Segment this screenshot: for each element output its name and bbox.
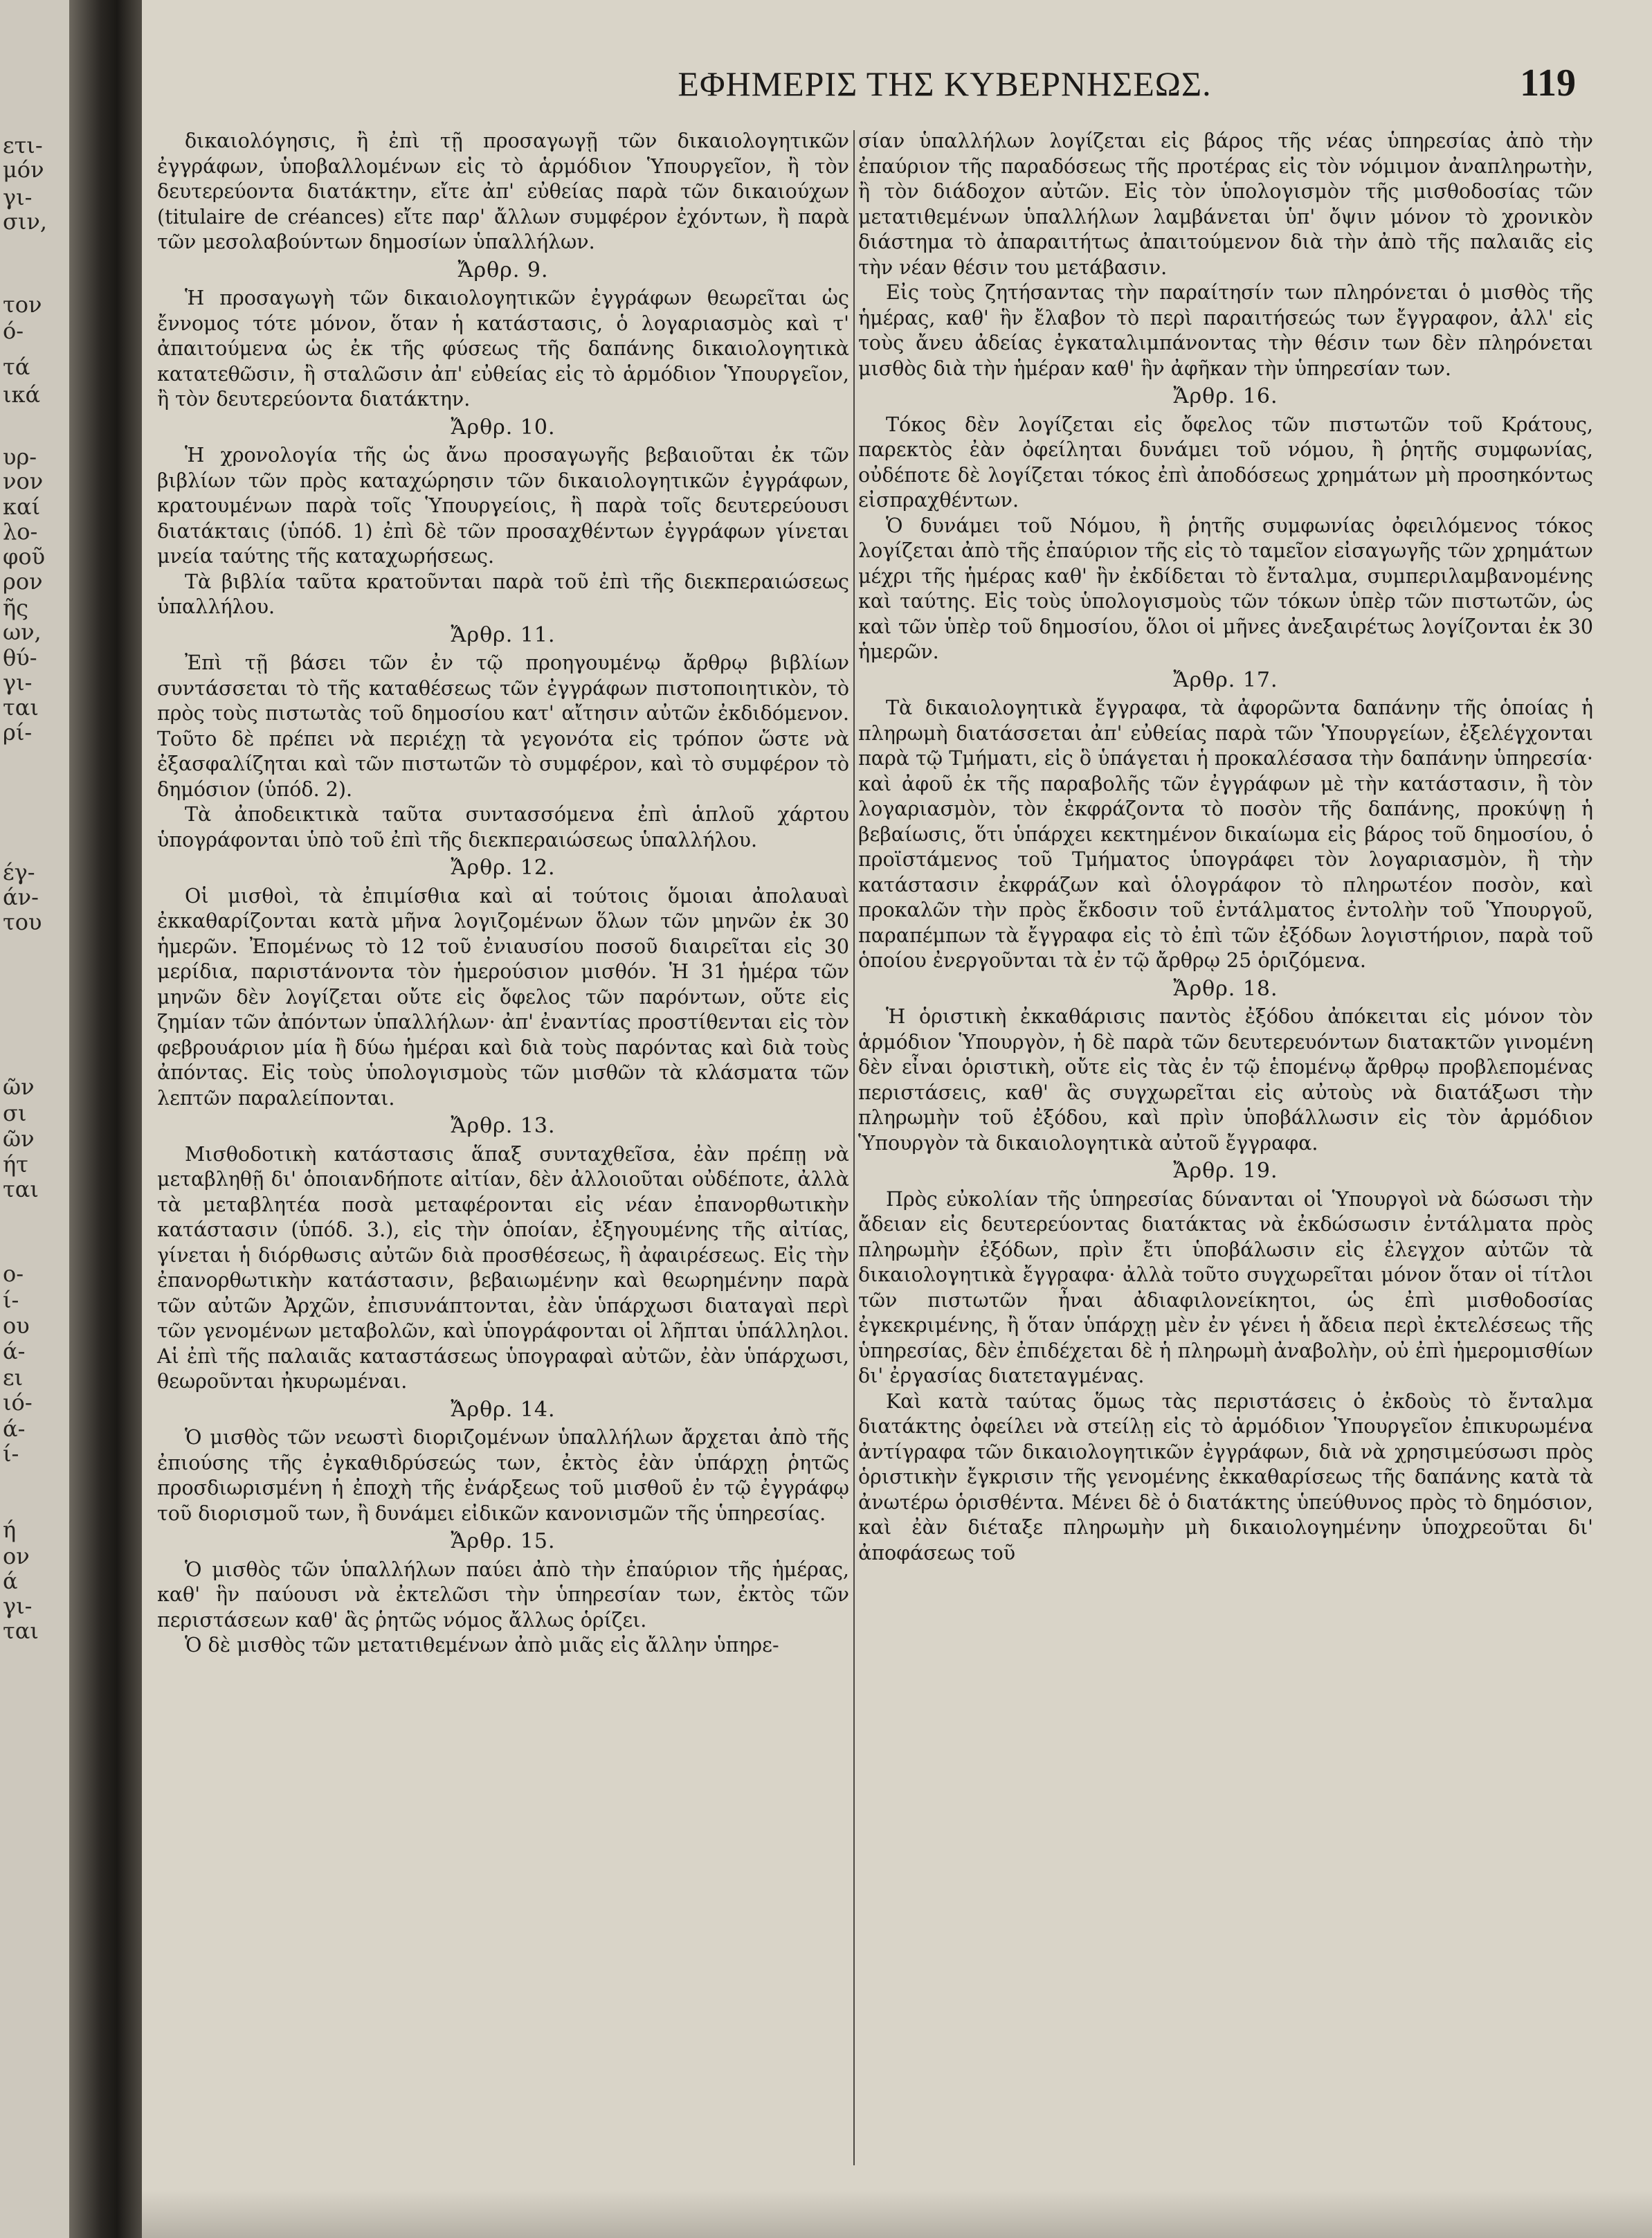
previous-page-fragment: ο- [3, 1261, 24, 1287]
previous-page-fragment: ται [3, 1618, 39, 1644]
previous-page-fragment: έγ- [3, 859, 35, 885]
previous-page-fragment: ον [3, 1543, 30, 1569]
previous-page-fragment: γι- [3, 1593, 33, 1619]
previous-page-fragment: σι [3, 1100, 27, 1126]
paragraph: Τὰ ἀποδεικτικὰ ταῦτα συντασσόμενα ἐπὶ ἁπλοῦ χάρτου ὑπογράφονται ὑπὸ τοῦ ἐπὶ τῆς διεκπεραιώσεως ὑπαλλήλου. [157, 803, 849, 851]
article-heading: Ἄρθρ. 11. [451, 622, 556, 647]
previous-page-fragment: ί- [3, 1441, 19, 1467]
previous-page-fragment: λο- [3, 518, 38, 545]
paragraph: Οἱ μισθοὶ, τὰ ἐπιμίσθια καὶ αἱ τούτοις ὅμοιαι ἀπολαυαὶ ἐκκαθαρίζονται κατὰ μῆνα λογιζομένων ὅλων τῶν μηνῶν ἐκ 30 ἡμερῶν. Ἐπομένως τὸ 12 τοῦ ἐνιαυσίου ποσοῦ διαιρεῖται εἰς 30 μερίδια, παριστάνοντα τὸν ἡμερούσιον μισθόν. Ἡ 31 ἡμέρα τῶν μηνῶν δὲν λογίζεται οὔτε εἰς ὄφελος τῶν παρόντων, οὔτε εἰς ζημίαν τῶν ἀπόντων ὑπαλλήλων· ἀπ' ἐναντίας προστίθενται εἰς τὸν φεβρουάριον μία ἢ δύω ἡμέραι καὶ διὰ τοὺς παρόντας καὶ διὰ τοὺς ἀπόντας. Εἰς τοὺς ὑπολογισμοὺς τῶν μισθῶν τὰ κλάσματα τῶν λεπτῶν παραλείπονται. [157, 884, 849, 1110]
paragraph: σίαν ὑπαλλήλων λογίζεται εἰς βάρος τῆς νέας ὑπηρεσίας ἀπὸ τὴν ἐπαύριον τῆς παραδόσεως τῆς προτέρας εἰς τὸν νόμιμον ἀναπληρωτὴν, ἢ τὸν διάδοχον αὐτῶν. Εἰς τὸν ὑπολογισμὸν τῆς μισθοδοσίας τῶν μετατιθεμένων ὑπαλλήλων λαμβάνεται ὑπ' ὄψιν μόνον τὸ χρονικὸν διάστημα τὸ ἀπαραιτήτως ἀπαιτούμενον διὰ τὴν ἀπὸ τῆς παλαιᾶς εἰς τὴν νέαν θέσιν του μετάβασιν. [858, 129, 1593, 279]
article-heading: Ἄρθρ. 15. [451, 1529, 556, 1553]
left-column [157, 129, 849, 1659]
page-number: 119 [1520, 62, 1576, 105]
article-heading: Ἄρθρ. 16. [1173, 384, 1278, 408]
paragraph: Πρὸς εὐκολίαν τῆς ὑπηρεσίας δύνανται οἱ Ὑπουργοὶ νὰ δώσωσι τὴν ἄδειαν εἰς δευτερεύοντας διατάκτας νὰ ἐκδώσωσιν ἐντάλματα πρὸς πληρωμὴν ἐξόδων, πρὶν ἔτι ὑποβάλωσιν εἰς ἐλεγχον αὐτῶν τὰ δικαιολογητικὰ ἔγγραφα· ἀλλὰ τοῦτο συγχωρεῖται μόνον ὅταν οἱ τίτλοι τῶν πιστωτῶν ἦναι ἀδιαφιλονείκητοι, ὡς ἐπὶ μισθοδοσίας ἐγκεκριμένης, ἢ ὅταν ὑπάρχῃ μὲν ἐν γένει ἡ ἄδεια περὶ ἐκτελέσεως τῆς ὑπηρεσίας, δὲν ἐπιδέχεται δὲ ἡ πληρωμὴ ἀναβολὴν, οὐ ἐπὶ ἡμερομισθίων δι' ἐργασίας διατεταγμένας. [858, 1187, 1593, 1387]
paragraph: Καὶ κατὰ ταύτας ὅμως τὰς περιστάσεις ὁ ἐκδοὺς τὸ ἔνταλμα διατάκτης ὀφείλει νὰ στείλῃ εἰς τὸ ἁρμόδιον Ὑπουργεῖον ἐπικυρωμένα ἀντίγραφα τῶν δικαιολογητικῶν ἐγγράφων, διὰ νὰ χρησιμεύσωσι πρὸς ὁριστικὴν ἔγκρισιν τῆς γενομένης ἐκκαθαρίσεως τῆς δαπάνης κατὰ τὰ ἀνωτέρω ὁρισθέντα. Μένει δὲ ὁ διατάκτης ὑπεύθυνος πρὸς τὸ δημόσιον, καὶ ἐὰν διέταξε πληρωμὴν μὴ δικαιολογημένην ὑποχρεοῦται δι' ἀποφάσεως τοῦ [858, 1389, 1593, 1564]
previous-page-fragment: ά- [3, 1338, 26, 1364]
previous-page-edge [0, 0, 69, 2238]
paragraph: Τόκος δὲν λογίζεται εἰς ὄφελος τῶν πιστωτῶν τοῦ Κράτους, παρεκτὸς ἐὰν ὀφείληται δυνάμει τοῦ νόμου, ἢ ῥητῆς συμφωνίας, οὐδέποτε δὲ λογίζεται τόκος ἐπὶ ἀποδόσεως χρημάτων μὴ προσηκόντως εἰσπραχθέντων. [858, 413, 1593, 512]
right-column [858, 129, 1593, 1566]
previous-page-fragment: ετι- [3, 132, 43, 159]
previous-page-fragment: τον [3, 291, 42, 318]
paragraph: Ὁ δὲ μισθὸς τῶν μετατιθεμένων ἀπὸ μιᾶς εἰς ἄλλην ὑπηρε- [185, 1634, 779, 1657]
article-heading: Ἄρθρ. 19. [1173, 1159, 1278, 1183]
paragraph: Ἡ χρονολογία τῆς ὡς ἄνω προσαγωγῆς βεβαιοῦται ἐκ τῶν βιβλίων τῶν πρὸς καταχώρησιν τῶν δικαιολογητικῶν ἐγγράφων, κρατουμένων παρὰ τοῖς Ὑπουργείοις, ἢ παρὰ τοῖς δευτερεύουσι διατάκταις (ὑπόδ. 1) ἐπὶ δὲ τῶν προσαχθέντων ἐγγράφων γίνεται μνεία ταύτης τῆς καταχωρήσεως. [157, 444, 849, 568]
paragraph: Εἰς τοὺς ζητήσαντας τὴν παραίτησίν των πληρόνεται ὁ μισθὸς τῆς ἡμέρας, καθ' ἣν ἔλαβον τὸ περὶ παραιτήσεώς των ἔγγραφον, ἀλλ' εἰς τοὺς ἄνευ ἀδείας ἐγκαταλιμπάνοντας τὴν θέσιν των δὲν πληρόνεται μισθὸς διὰ τὴν ἡμέραν καθ' ἣν ἀφῆκαν τὴν ὑπηρεσίαν των. [858, 281, 1593, 380]
previous-page-fragment: καί [3, 494, 41, 520]
paragraph: Τὰ βιβλία ταῦτα κρατοῦνται παρὰ τοῦ ἐπὶ τῆς διεκπεραιώσεως ὑπαλλήλου. [157, 570, 849, 618]
previous-page-fragment: ά- [3, 1416, 26, 1442]
previous-page-fragment: υρ- [3, 444, 37, 470]
previous-page-fragment: άν- [3, 884, 39, 910]
book-gutter [69, 0, 149, 2238]
article-heading: Ἄρθρ. 17. [1173, 667, 1278, 692]
paragraph: Ὁ μισθὸς τῶν ὑπαλλήλων παύει ἀπὸ τὴν ἐπαύριον τῆς ἡμέρας, καθ' ἣν παύουσι νὰ ἐκτελῶσι τὴν ὑπηρεσίαν των, ἐκτὸς τῶν περιστάσεων καθ' ἃς ῥητῶς νόμος ἄλλως ὁρίζει. [157, 1558, 849, 1632]
previous-page-fragment: ά [3, 1568, 18, 1594]
previous-page-fragment: ται [3, 694, 39, 721]
paragraph: Ὁ δυνάμει τοῦ Νόμου, ἢ ῥητῆς συμφωνίας ὀφειλόμενος τόκος λογίζεται ἀπὸ τῆς ἐπαύριον τῆς εἰς τὸ ταμεῖον εἰσαγωγῆς τῶν χρημάτων μέχρι τῆς ἡμέρας καθ' ἣν ἐκδίδεται τὸ ἔνταλμα, συμπεριλαμβανομένης καὶ ταύτης. Εἰς τοὺς ὑπολογισμοὺς τῶν τόκων ὑπὲρ τῶν πιστωτῶν, ὡς καὶ τῶν ὑπὲρ τοῦ δημοσίου, ὅλοι οἱ μῆνες ἀνεξαιρέτως λογίζονται ἐκ 30 ἡμερῶν. [858, 514, 1593, 663]
article-heading: Ἄρθρ. 13. [451, 1114, 556, 1138]
previous-page-fragment: του [3, 909, 42, 935]
previous-page-fragment: ό- [3, 318, 24, 344]
paragraph: δικαιολόγησις, ἢ ἐπὶ τῇ προσαγωγῇ τῶν δικαιολογητικῶν ἐγγράφων, ὑποβαλλομένων εἰς τὸ ἁρμόδιον Ὑπουργεῖον, ἢ τὸν δευτερεύοντα διατάκτην, εἴτε ἀπ' εὐθείας παρὰ τῶν δικαιούχων (titulaire de créances) εἴτε παρ' ἄλλων συμφέρον ἐχόντων, ἢ παρὰ τῶν μεσολαβούντων δημοσίων ὑπαλλήλων. [157, 129, 849, 253]
previous-page-fragment: ῶν [3, 1074, 35, 1100]
previous-page-fragment: ί- [3, 1287, 19, 1313]
previous-page-fragment: μόν [3, 156, 44, 183]
paragraph: Ἡ ὁριστικὴ ἐκκαθάρισις παντὸς ἐξόδου ἀπόκειται εἰς μόνον τὸν ἁρμόδιον Ὑπουργὸν, ἡ δὲ παρὰ τῶν δευτερευόντων διατακτῶν γινομένη δὲν εἶναι ὁριστικὴ, οὔτε εἰς τὰς ἐν τῷ ἑπομένῳ ἄρθρῳ προβλεπομένας περιστάσεις, καθ' ἃς συγχωρεῖται εἰς αὐτοὺς νὰ διατάξωσι τὴν πληρωμὴν τοῦ ἐξόδου, καὶ πρὶν ὑποβάλλωσιν εἰς τὸν ἁρμόδιον Ὑπουργὸν τὰ δικαιολογητικὰ αὐτοῦ ἔγγραφα. [858, 1005, 1593, 1155]
previous-page-fragment: ιό- [3, 1389, 33, 1416]
previous-page-fragment: νον [3, 468, 44, 494]
article-heading: Ἄρθρ. 14. [451, 1397, 556, 1422]
previous-page-fragment: ται [3, 1176, 39, 1202]
paragraph: Ἡ προσαγωγὴ τῶν δικαιολογητικῶν ἐγγράφων θεωρεῖται ὡς ἔννομος τότε μόνον, ὅταν ἡ κατάστασις, ὁ λογαριασμὸς καὶ τ' ἀπαιτούμενα ὡς ἐκ τῆς φύσεως τῆς δαπάνης δικαιολογητικὰ κατατεθῶσιν, ἢ σταλῶσιν ἀπ' εὐθείας εἰς τὸ ἁρμόδιον Ὑπουργεῖον, ἢ τὸν δευτερεύοντα διατάκτην. [157, 287, 849, 410]
previous-page-fragment: ου [3, 1312, 30, 1339]
previous-page-fragment: σιν, [3, 208, 48, 235]
column-rule [853, 130, 855, 2165]
page-bottom-shadow [142, 2190, 1652, 2238]
article-heading: Ἄρθρ. 12. [451, 856, 556, 880]
previous-page-fragment: ρον [3, 568, 43, 595]
previous-page-fragment: γι- [3, 184, 33, 210]
running-head: ΕΦΗΜΕΡΙΣ ΤΗΣ ΚΥΒΕΡΝΗΣΕΩΣ. [678, 64, 1212, 103]
paragraph: Τὰ δικαιολογητικὰ ἔγγραφα, τὰ ἀφορῶντα δαπάνην τῆς ὁποίας ἡ πληρωμὴ διατάσσεται ἀπ' εὐθείας παρὰ τῶν Ὑπουργείων, ἐξελέγχονται παρὰ τῷ Τμήματι, εἰς ὃ ὑπάγεται ἡ προκαλέσασα τὴν δαπάνην ὑπηρεσία· καὶ ἀφοῦ ἐκ τῆς παραβολῆς τῶν ἐγγράφων μὲ τὴν κατάστασιν, ἢ τὸν λογαριασμὸν, τὸν ἐκφράζοντα τὸ ποσὸν τῆς δαπάνης, προκύψῃ ἡ βεβαίωσις, ὅτι ὑπάρχει κεκτημένον δικαίωμα εἰς βάρος τοῦ δημοσίου, ὁ προϊστάμενος τοῦ Τμήματος ὑπογράφει τὸν λογαριασμὸν, ἢ τὴν κατάστασιν ἐκφράζων καὶ ὁλογράφον τὸ πληρωτέον ποσὸν, καὶ προκαλῶν τὴν πρὸς ἔκδοσιν τοῦ ἐντάλματος ἐντολὴν τοῦ Ὑπουργοῦ, παραπέμπων τὰ ἔγγραφα εἰς τὸ ἐπὶ τῶν ἐξόδων λογιστήριον, παρὰ τοῦ ὁποίου ἐνεργοῦνται τὰ ἐν τῷ ἄρθρῳ 25 ὁριζόμενα. [858, 696, 1593, 972]
paragraph: Ἐπὶ τῇ βάσει τῶν ἐν τῷ προηγουμένῳ ἄρθρῳ βιβλίων συντάσσεται τὸ τῆς καταθέσεως τῶν ἐγγράφων πιστοποιητικὸν, τὸ πρὸς τοὺς πιστωτὰς τοῦ δημοσίου κατ' αἴτησιν αὐτῶν ἐκδιδόμενον. Τοῦτο δὲ πρέπει νὰ περιέχῃ τὰ γεγονότα εἰς τρόπον ὥστε νὰ ἐξασφαλίζηται καὶ τῶν πιστωτῶν τὸ συμφέρον, καὶ τὸ συμφέρον τὸ δημόσιον (ὑπόδ. 2). [157, 651, 849, 801]
previous-page-fragment: ρί- [3, 719, 33, 746]
article-heading: Ἄρθρ. 9. [457, 258, 549, 282]
article-heading: Ἄρθρ. 18. [1173, 976, 1278, 1001]
previous-page-fragment: ῶν [3, 1126, 35, 1152]
previous-page-fragment: ων, [3, 619, 42, 645]
paragraph: Μισθοδοτικὴ κατάστασις ἅπαξ συνταχθεῖσα, ἐὰν πρέπῃ νὰ μεταβληθῇ δι' ὁποιανδήποτε αἰτίαν, δὲν ἀλλοιοῦται οὐδέποτε, ἀλλὰ τὰ μεταβλητέα ποσὰ μεταφέρονται εἰς νέαν ἐπανορθωτικὴν κατάστασιν (ὑπόδ. 3.), εἰς τὴν ὁποίαν, ἐξηγουμένης τῆς αἰτίας, γίνεται ἡ διόρθωσις αὐτῶν διὰ προσθέσεως, ἢ ἀφαιρέσεως. Εἰς τὴν ἐπανορθωτικὴν κατάστασιν, βεβαιωμένην καὶ θεωρημένην παρὰ τῶν αὐτῶν Ἀρχῶν, ἐπισυνάπτονται, ἐὰν ὑπάρχωσι διαταγαὶ περὶ τῶν γενομένων μεταβολῶν, καὶ ὑπογράφονται οἱ λῆπται ὑπάλληλοι. Αἱ ἐπὶ τῆς παλαιᾶς καταστάσεως ὑπογραφαὶ αὐτῶν, ἐὰν ὑπάρχωσι, θεωροῦνται ἠκυρωμέναι. [157, 1142, 849, 1393]
previous-page-fragment: ικά [3, 381, 41, 408]
previous-page-fragment: ήτ [3, 1151, 28, 1177]
previous-page-fragment: φοῦ [3, 543, 46, 570]
paragraph: Ὁ μισθὸς τῶν νεωστὶ διοριζομένων ὑπαλλήλων ἄρχεται ἀπὸ τῆς ἐπιούσης τῆς ἐγκαθιδρύσεώς των, ἐκτὸς ἐὰν ὑπάρχῃ ῥητῶς προσδιωρισμένη ἡ ἐποχὴ τῆς ἐνάρξεως τοῦ μισθοῦ ἐν τῷ ἐγγράφῳ τοῦ διορισμοῦ των, ἢ δυνάμει εἰδικῶν κανονισμῶν τῆς ὑπηρεσίας. [157, 1426, 849, 1525]
page [142, 0, 1652, 2238]
article-heading: Ἄρθρ. 10. [451, 415, 556, 440]
previous-page-fragment: ῆς [3, 595, 29, 621]
previous-page-fragment: τά [3, 354, 30, 380]
previous-page-fragment: θύ- [3, 644, 37, 671]
previous-page-fragment: ει [3, 1364, 24, 1391]
previous-page-fragment: ή [3, 1517, 17, 1543]
previous-page-fragment: γι- [3, 669, 33, 696]
